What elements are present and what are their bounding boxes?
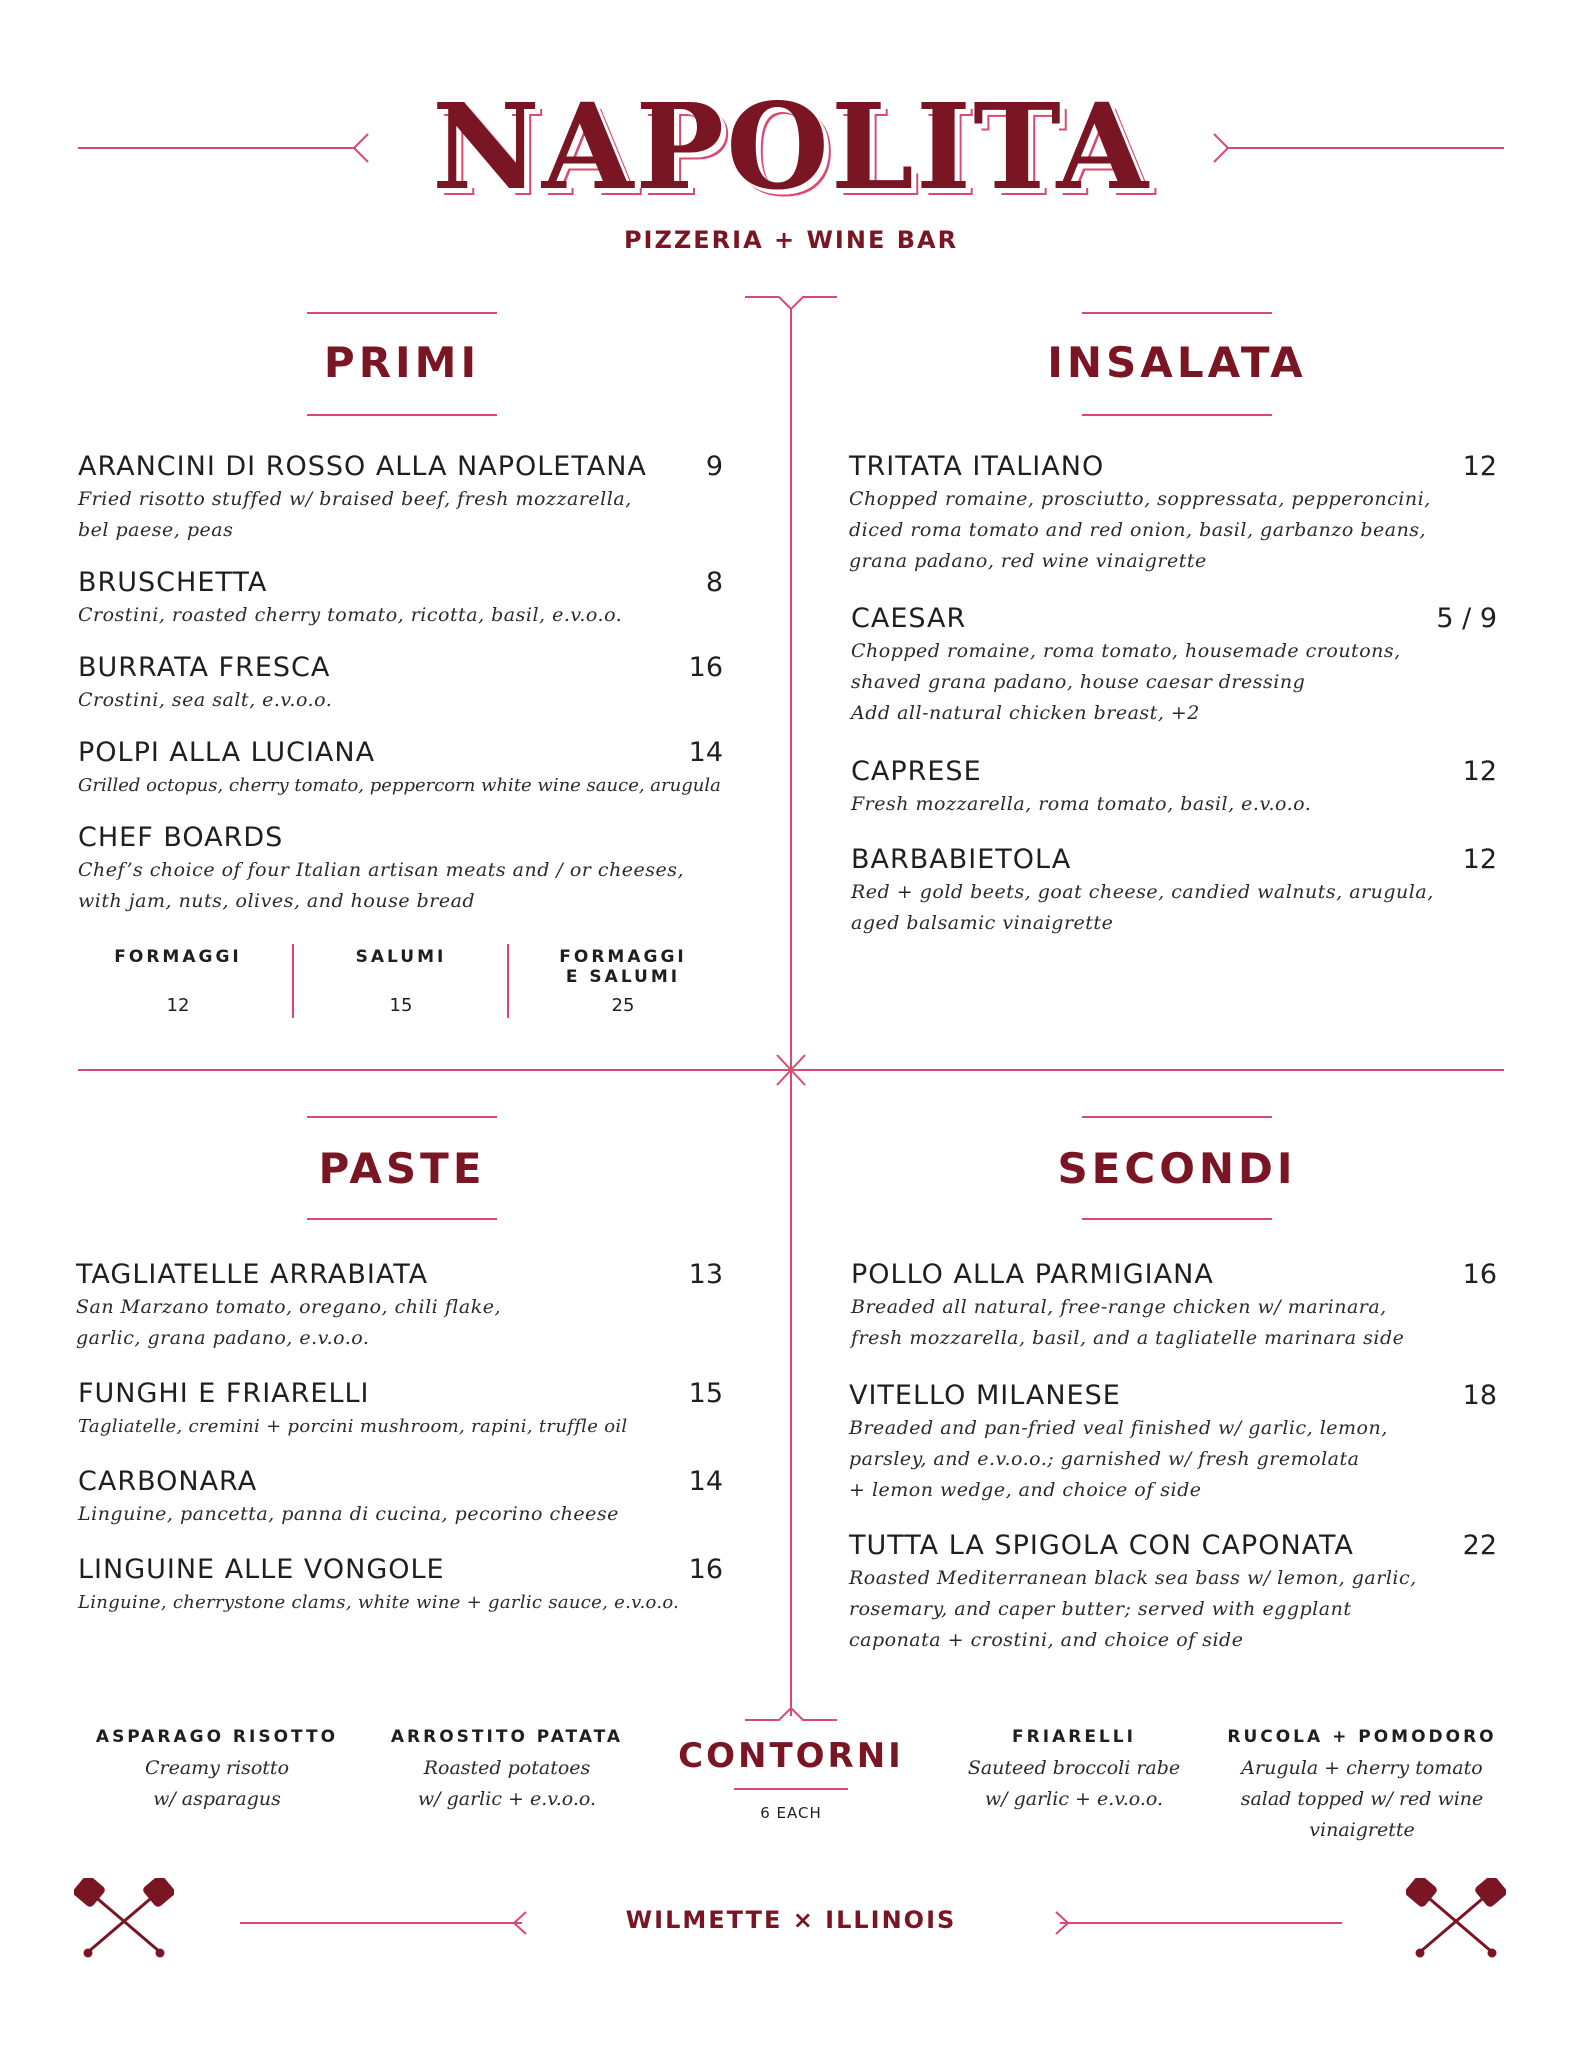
item-name: ARANCINI DI ROSSO ALLA NAPOLETANA <box>78 451 647 482</box>
item-price: 18 <box>1462 1380 1497 1411</box>
item-price: 9 <box>705 451 723 482</box>
section-secondi <box>1057 1116 1297 1226</box>
menu-item <box>851 1259 1497 1354</box>
item-price: 16 <box>1462 1259 1497 1290</box>
section-paste <box>307 1116 497 1226</box>
item-description: Linguine, pancetta, panna di cucina, pecorino cheese <box>78 1503 619 1525</box>
board-divider <box>507 944 509 1018</box>
item-description: Grilled octopus, cherry tomato, peppercorn white wine sauce, arugula <box>78 775 721 796</box>
item-name: CARBONARA <box>78 1466 258 1497</box>
item-description: Roasted Mediterranean black sea bass w/ lemon, garlic, rosemary, and caper butter; served with eggplant caponata + crostini, and choice of side <box>849 1567 1417 1651</box>
item-price: 22 <box>1462 1530 1497 1561</box>
menu-item <box>78 451 723 546</box>
item-name: TAGLIATELLE ARRABIATA <box>76 1259 429 1290</box>
divider-cross-icon <box>773 1053 809 1087</box>
menu-item <box>851 756 1497 820</box>
board-label: FORMAGGI E SALUMI <box>559 947 687 987</box>
item-price: 8 <box>705 567 723 598</box>
vertical-divider <box>790 308 792 1716</box>
item-price: 12 <box>1462 844 1497 875</box>
chef-board-option <box>78 947 278 1016</box>
item-description: Red + gold beets, goat cheese, candied walnuts, arugula, aged balsamic vinaigrette <box>851 881 1434 934</box>
menu-item <box>78 737 723 801</box>
contorni-item <box>934 1727 1214 1815</box>
item-price: 16 <box>688 1554 723 1585</box>
divider-fork-bottom <box>745 1700 837 1722</box>
item-description: Chopped romaine, prosciutto, soppressata, pepperoncini, diced roma tomato and red onion, basil, garbanzo beans, grana padano, red wine vinaigrette <box>849 488 1431 572</box>
item-price: 13 <box>688 1259 723 1290</box>
contorni-item <box>367 1727 647 1815</box>
item-name: POLPI ALLA LUCIANA <box>78 737 376 768</box>
item-description: Chopped romaine, roma tomato, housemade croutons, shaved grana padano, house caesar dressing Add all-natural chicken breast, +2 <box>851 640 1401 724</box>
board-price: 25 <box>611 995 635 1016</box>
item-name: TRITATA ITALIANO <box>849 451 1105 482</box>
item-description: Crostini, sea salt, e.v.o.o. <box>78 689 333 711</box>
item-name: POLLO ALLA PARMIGIANA <box>851 1259 1214 1290</box>
item-description: Chef’s choice of four Italian artisan meats and / or cheeses, with jam, nuts, olives, and house bread <box>78 859 685 912</box>
footer-location: WILMETTE × ILLINOIS <box>625 1906 957 1934</box>
section-title-primi: PRIMI <box>323 338 481 387</box>
item-description: San Marzano tomato, oregano, chili flake, garlic, grana padano, e.v.o.o. <box>76 1296 502 1349</box>
section-title-paste: PASTE <box>318 1144 486 1193</box>
menu-item <box>849 451 1497 577</box>
header-rule-right <box>1226 147 1504 149</box>
item-description: Breaded all natural, free-range chicken w/ marinara, fresh mozzarella, basil, and a tagliatelle marinara side <box>851 1296 1405 1349</box>
pizza-peel-icon <box>1406 1878 1506 1960</box>
restaurant-logo: NAPOLITA <box>431 77 1150 216</box>
board-label: FORMAGGI <box>114 947 242 967</box>
item-name: BRUSCHETTA <box>78 567 268 598</box>
menu-item <box>78 1466 723 1530</box>
item-name: TUTTA LA SPIGOLA CON CAPONATA <box>849 1530 1354 1561</box>
item-description: Fresh mozzarella, roma tomato, basil, e.v.o.o. <box>851 793 1312 815</box>
menu-item <box>851 603 1497 729</box>
contorni-description: Roasted potatoes w/ garlic + e.v.o.o. <box>417 1757 597 1810</box>
item-price: 16 <box>688 652 723 683</box>
section-primi <box>307 312 497 422</box>
menu-item <box>851 844 1497 939</box>
board-label: SALUMI <box>355 947 447 967</box>
item-description: Fried risotto stuffed w/ braised beef, fresh mozzarella, bel paese, peas <box>78 488 632 541</box>
chef-board-option <box>523 947 723 1016</box>
board-price: 15 <box>389 995 413 1016</box>
contorni-rule <box>734 1788 848 1790</box>
board-price: 12 <box>166 995 190 1016</box>
item-name: LINGUINE ALLE VONGOLE <box>78 1554 445 1585</box>
item-price: 12 <box>1462 451 1497 482</box>
footer-rule-right <box>1060 1922 1342 1924</box>
board-divider <box>292 944 294 1018</box>
item-name: CAPRESE <box>851 756 982 787</box>
contorni-label: RUCOLA + POMODORO <box>1227 1727 1497 1747</box>
menu-item <box>78 1554 723 1618</box>
contorni-description: Sauteed broccoli rabe w/ garlic + e.v.o.o. <box>967 1757 1181 1810</box>
item-name: VITELLO MILANESE <box>849 1380 1121 1411</box>
contorni-label: ARROSTITO PATATA <box>390 1727 624 1747</box>
menu-item <box>78 1378 723 1442</box>
item-description: Crostini, roasted cherry tomato, ricotta, basil, e.v.o.o. <box>78 604 623 626</box>
contorni-price-note: 6 EACH <box>760 1804 822 1822</box>
item-name: BURRATA FRESCA <box>78 652 331 683</box>
item-price: 12 <box>1462 756 1497 787</box>
menu-item <box>849 1530 1497 1656</box>
item-name: BARBABIETOLA <box>851 844 1072 875</box>
section-title-secondi: SECONDI <box>1057 1144 1297 1193</box>
contorni-description: Arugula + cherry tomato salad topped w/ red wine vinaigrette <box>1240 1757 1484 1841</box>
item-description: Breaded and pan-fried veal finished w/ garlic, lemon, parsley, and e.v.o.o.; garnished w/ fresh gremolata + lemon wedge, and choice of side <box>849 1417 1388 1501</box>
item-description: Tagliatelle, cremini + porcini mushroom, rapini, truffle oil <box>78 1416 628 1437</box>
item-price: 15 <box>688 1378 723 1409</box>
contorni-item <box>1222 1727 1502 1846</box>
menu-item <box>78 652 723 716</box>
item-name: CHEF BOARDS <box>78 822 284 853</box>
contorni-label: FRIARELLI <box>1012 1727 1136 1747</box>
section-insalata <box>1047 312 1307 422</box>
contorni-item <box>77 1727 357 1815</box>
menu-item <box>78 822 723 917</box>
contorni-label: ASPARAGO RISOTTO <box>95 1727 339 1747</box>
item-price: 14 <box>688 737 723 768</box>
menu-item <box>76 1259 723 1354</box>
item-name: FUNGHI E FRIARELLI <box>78 1378 370 1409</box>
chef-board-option <box>301 947 501 1016</box>
contorni-title: CONTORNI <box>678 1736 904 1776</box>
item-price: 5 / 9 <box>1436 603 1497 634</box>
item-description: Linguine, cherrystone clams, white wine + garlic sauce, e.v.o.o. <box>78 1592 680 1613</box>
section-title-insalata: INSALATA <box>1047 338 1307 387</box>
item-name: CAESAR <box>851 603 967 634</box>
contorni-description: Creamy risotto w/ asparagus <box>144 1757 290 1810</box>
menu-item <box>849 1380 1497 1506</box>
item-price: 14 <box>688 1466 723 1497</box>
restaurant-subtitle: PIZZERIA + WINE BAR <box>623 226 959 254</box>
menu-item <box>78 567 723 631</box>
